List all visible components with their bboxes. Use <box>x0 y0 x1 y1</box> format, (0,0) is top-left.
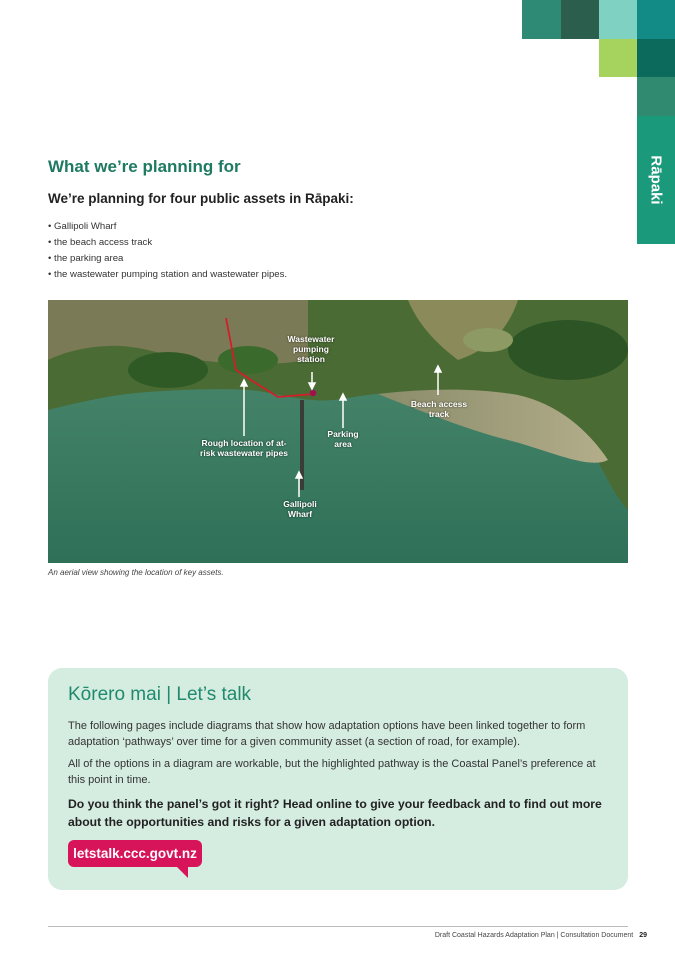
decor-square <box>599 0 637 39</box>
label-wastewater-pipes: Rough location of at-risk wastewater pipes <box>200 438 288 458</box>
list-item: • Gallipoli Wharf <box>48 219 287 235</box>
section-tab <box>637 116 675 244</box>
footer-text: Draft Coastal Hazards Adaptation Plan | Consultation Document <box>434 932 634 939</box>
label-parking-area: Parking area <box>327 429 359 449</box>
section-tab-label: Rāpaki <box>647 155 665 205</box>
lets-talk-panel <box>48 668 628 890</box>
page-footer <box>435 932 647 939</box>
decor-square <box>637 0 675 39</box>
decor-square <box>637 77 675 116</box>
decor-square <box>637 39 675 77</box>
lets-talk-question: Do you think the panel’s got it right? Head online to give your feedback and to find out more about the opportunities and risks for a given adaptation option. <box>68 797 602 829</box>
label-gallipoli-wharf: Gallipoli Wharf <box>283 499 317 519</box>
decor-square <box>522 0 561 39</box>
page-number: 29 <box>639 932 647 939</box>
list-item: • the wastewater pumping station and wastewater pipes. <box>48 267 287 283</box>
page-subheading: We’re planning for four public assets in Rāpaki: <box>48 191 354 206</box>
decor-square <box>561 0 599 39</box>
decor-square <box>599 39 637 77</box>
asset-list <box>48 219 287 283</box>
speech-tail <box>176 866 188 878</box>
aerial-photo <box>48 300 628 563</box>
feedback-link[interactable]: letstalk.ccc.govt.nz <box>68 840 202 867</box>
lets-talk-paragraph: All of the options in a diagram are workable, but the highlighted pathway is the Coastal Panel’s preference at this point in time. <box>68 758 596 786</box>
list-item: • the parking area <box>48 251 287 267</box>
label-beach-access-track: Beach access track <box>410 399 468 419</box>
page-heading: What we’re planning for <box>48 157 241 176</box>
lets-talk-title: Kōrero mai | Let’s talk <box>68 684 252 705</box>
label-pumping-station: Wastewater pumping station <box>287 334 335 364</box>
list-item: • the beach access track <box>48 235 287 251</box>
lets-talk-paragraph: The following pages include diagrams that show how adaptation options have been linked together to form adaptation ‘pathways’ over time for a given community asset (a section of road, for example). <box>68 720 586 748</box>
footer-divider <box>48 926 628 927</box>
photo-caption: An aerial view showing the location of key assets. <box>48 568 224 577</box>
